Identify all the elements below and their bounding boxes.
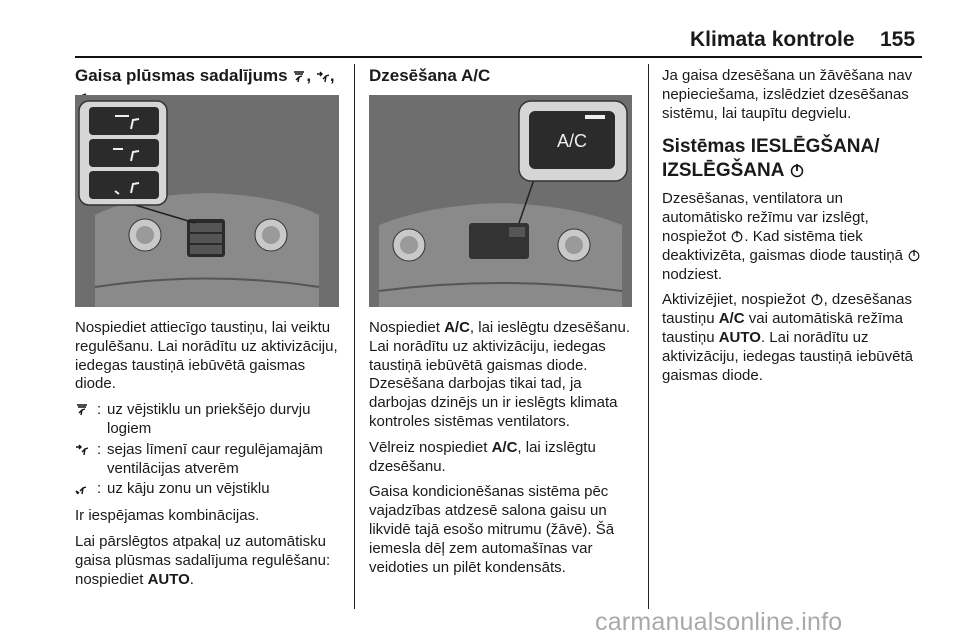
figure-ac-button — [369, 95, 632, 307]
airflow-windscreen-icon — [75, 402, 89, 416]
paragraph-switch-off: Dzesēšanas, ventilatora un automātisko režīmu var izslēgt, nospiežot . Kad sistēma tiek deaktivizēta, gaismas diode taustiņā nodziest. — [662, 190, 927, 284]
paragraph-save-fuel: Ja gaisa dzesēšana un žāvēšana nav nepieciešama, izslēdziet dzesēšanas sistēmu, lai taupītu degvielu. — [662, 67, 913, 122]
airflow-definition-list — [75, 401, 343, 499]
paragraph-auto: Lai pārslēgtos atpakaļ uz automātisku gaisa plūsmas sadalījuma regulēšanu: nospiediet AUTO. — [75, 532, 331, 588]
airflow-head-icon — [75, 442, 89, 456]
paragraph-ac-on: Nospiediet A/C, lai ieslēgtu dzesēšanu. Lai norādītu uz aktivizāciju, iedegas taustiņā iebūvētā gaismas diode. Dzesēšana darbojas tikai tad, ja darbojas dzinējs un ir ieslēgts klimata kontroles sistēmas ventilators. — [369, 319, 631, 430]
section-heading-onoff: Sistēmas IESLĒGŠANA/ IZSLĒGŠANA — [662, 136, 880, 182]
power-icon — [810, 292, 824, 306]
definition-text: sejas līmenī caur regulējamajām ventilācijas atverēm — [107, 440, 323, 477]
paragraph-condensate: Gaisa kondicionēšanas sistēma pēc vajadzības atdzesē salona gaisu un likvidē tajā esošo mitrumu (žāvē). Šā iemesla dēļ zem automašīnas var veidoties un pilēt kondensāts. — [369, 483, 615, 576]
section-heading-airflow: Gaisa plūsmas sadalījums , , — [75, 67, 343, 105]
power-icon — [907, 248, 921, 262]
paragraph-intro: Nospiediet attiecīgo taustiņu, lai veiktu regulēšanu. Lai norādītu uz aktivizāciju, iedegas taustiņā iebūvētā gaismas diode. — [75, 319, 338, 393]
airflow-windscreen-icon — [292, 69, 306, 83]
power-icon — [730, 229, 744, 243]
page-number: 155 — [880, 28, 916, 51]
section-heading-ac: Dzesēšana A/C — [369, 66, 491, 85]
column-divider-2 — [648, 64, 649, 609]
header-rule — [75, 56, 922, 58]
column-2-body — [369, 319, 637, 584]
paragraph-ac-off: Vēlreiz nospiediet A/C, lai izslēgtu dzesēšanu. — [369, 438, 596, 475]
column-2 — [369, 67, 637, 93]
power-icon — [789, 162, 805, 178]
definition-text: uz vējstiklu un priekšējo durvju logiem — [107, 401, 311, 437]
airflow-head-icon — [316, 69, 330, 83]
airflow-feet-icon — [75, 481, 89, 495]
definition-text: uz kāju zonu un vējstiklu — [107, 480, 270, 498]
definition-item: : uz kāju zonu un vējstiklu — [75, 480, 343, 499]
ac-key-label: A/C — [556, 131, 588, 151]
paragraph-activate: Aktivizējiet, nospiežot , dzesēšanas taustiņu A/C vai automātiskā režīma taustiņu AUTO. Lai norādītu uz aktivizāciju, iedegas taustiņā iebūvētā gaismas diode. — [662, 291, 913, 384]
definition-item: : uz vējstiklu un priekšējo durvju logiem — [75, 401, 343, 439]
watermark: carmanualsonline.info — [595, 608, 843, 636]
column-3 — [662, 67, 927, 392]
definition-item: : sejas līmenī caur regulējamajām ventilācijas atverēm — [75, 441, 343, 479]
paragraph-combinations: Ir iespējamas kombinācijas. — [75, 507, 260, 525]
column-1-body — [75, 319, 343, 596]
figure-airflow-buttons — [75, 95, 339, 307]
page-header-title: Klimata kontrole — [690, 28, 855, 51]
column-divider-1 — [354, 64, 355, 609]
